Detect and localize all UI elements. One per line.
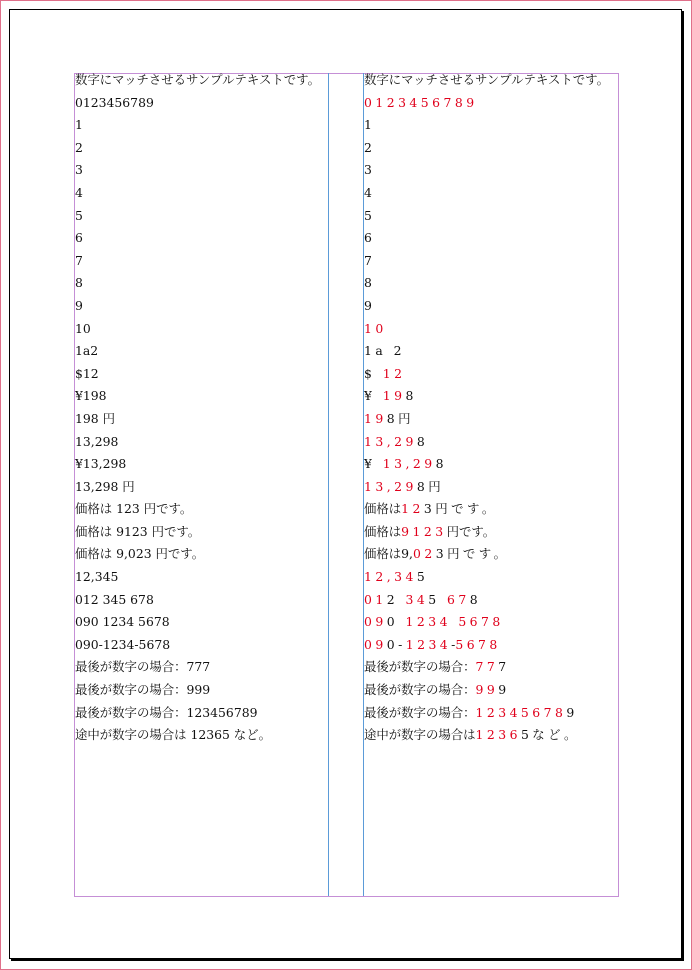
left-line: 10	[75, 320, 91, 336]
right-line	[364, 412, 609, 435]
plain-segment: 5	[428, 591, 447, 607]
right-line	[364, 389, 609, 412]
matched-segment: 19	[364, 410, 387, 426]
right-line	[364, 457, 609, 480]
left-line: 最後が数字の場合：123456789	[75, 704, 258, 720]
matched-segment: 13,29	[364, 478, 417, 494]
right-line	[364, 547, 609, 570]
right-line	[364, 231, 609, 254]
right-line	[364, 118, 609, 141]
plain-segment: 8	[469, 591, 482, 607]
right-line	[364, 638, 609, 661]
left-line: 7	[75, 252, 83, 268]
left-line: 3	[75, 162, 83, 178]
left-line: 6	[75, 230, 83, 246]
right-line	[364, 96, 609, 119]
right-line	[364, 706, 609, 729]
right-line	[364, 163, 609, 186]
right-line	[364, 276, 609, 299]
right-line	[364, 593, 609, 616]
matched-segment: 12	[401, 501, 424, 517]
plain-segment: 8円	[416, 478, 445, 494]
right-line	[364, 480, 609, 503]
right-line	[364, 502, 609, 525]
matched-segment: 9123	[401, 523, 447, 539]
left-line: 価格は 123 円です。	[75, 501, 193, 517]
right-line	[364, 660, 609, 683]
right-line	[364, 209, 609, 232]
plain-segment: 最後が数字の場合：	[364, 682, 476, 698]
right-line	[364, 141, 609, 164]
plain-segment: 1a 2	[364, 343, 405, 359]
matched-segment: 1236	[475, 727, 521, 743]
plain-segment: 価格は	[364, 501, 402, 517]
matched-segment: 01	[364, 591, 387, 607]
right-line	[364, 299, 609, 322]
right-text-column	[364, 73, 609, 751]
matched-segment: 34	[405, 591, 429, 607]
plain-segment: 8	[405, 388, 417, 404]
left-line: 8	[75, 275, 83, 291]
right-line	[364, 367, 609, 390]
plain-segment: 4	[364, 184, 376, 200]
right-line	[364, 344, 609, 367]
left-line: 12,345	[75, 569, 119, 585]
right-line	[364, 728, 609, 751]
plain-segment: 価格は	[364, 523, 402, 539]
left-line: 最後が数字の場合：777	[75, 659, 211, 675]
plain-segment: 価格は9,	[364, 546, 413, 562]
plain-segment: 6	[364, 230, 376, 246]
plain-segment: 7	[364, 252, 376, 268]
left-line: 012 345 678	[75, 591, 154, 607]
left-line: 1a2	[75, 343, 99, 359]
left-line: 途中が数字の場合は 12365 など。	[75, 727, 271, 743]
plain-segment: 3円です。	[423, 501, 498, 517]
left-line: 最後が数字の場合：999	[75, 682, 211, 698]
matched-segment: 12	[382, 365, 406, 381]
plain-segment: $	[364, 365, 383, 381]
plain-segment: ¥	[364, 388, 383, 404]
plain-segment: 9	[566, 704, 578, 720]
right-line	[364, 525, 609, 548]
plain-segment: 1	[364, 117, 376, 133]
plain-segment: 0-	[386, 636, 406, 652]
matched-segment: 13,29	[364, 433, 417, 449]
plain-segment: 2	[386, 591, 406, 607]
matched-segment: 02	[413, 546, 436, 562]
left-line: 090-1234-5678	[75, 636, 171, 652]
plain-segment: 9	[364, 297, 376, 313]
plain-segment: 円です。	[446, 523, 496, 539]
plain-segment: 8	[435, 456, 447, 472]
matched-segment: 10	[364, 320, 387, 336]
left-line: 4	[75, 184, 83, 200]
column-guide-left	[328, 73, 329, 896]
matched-segment: 5678	[455, 636, 501, 652]
matched-segment: 19	[382, 388, 406, 404]
matched-segment: 09	[364, 614, 387, 630]
left-line: 9	[75, 297, 83, 313]
plain-segment: 最後が数字の場合：	[364, 704, 476, 720]
left-line: 0123456789	[75, 94, 154, 110]
matched-segment: 1234	[405, 636, 452, 652]
left-line: 価格は 9,023 円です。	[75, 546, 205, 562]
left-line: 価格は 9123 円です。	[75, 523, 201, 539]
right-line	[364, 322, 609, 345]
plain-segment: 数字にマッチさせるサンプルテキストです。	[364, 72, 609, 87]
matched-segment: 13,29	[382, 456, 436, 472]
plain-segment: 9	[498, 682, 510, 698]
plain-segment: 8	[416, 433, 429, 449]
matched-segment: 1234 5678	[405, 614, 504, 630]
right-line	[364, 570, 609, 593]
plain-segment: 5	[364, 207, 376, 223]
left-line: 13,298	[75, 433, 119, 449]
right-line	[364, 435, 609, 458]
plain-segment: -	[451, 636, 456, 652]
matched-segment: 09	[364, 636, 387, 652]
left-line: ¥198	[75, 388, 107, 404]
matched-segment: 12345678	[475, 704, 567, 720]
plain-segment: 5など。	[520, 727, 580, 743]
right-line	[364, 615, 609, 638]
left-line: 5	[75, 207, 83, 223]
left-line: 13,298 円	[75, 478, 135, 494]
left-text-column	[75, 73, 320, 751]
right-line	[364, 683, 609, 706]
left-line: 数字にマッチさせるサンプルテキストです。	[75, 72, 320, 87]
plain-segment: 5	[416, 569, 429, 585]
matched-segment: 0123456789	[364, 94, 478, 110]
plain-segment: 7	[498, 659, 510, 675]
matched-segment: 12,34	[364, 569, 417, 585]
plain-segment: 0	[386, 614, 406, 630]
matched-segment: 77	[475, 659, 499, 675]
right-line	[364, 186, 609, 209]
right-line	[364, 254, 609, 277]
right-line	[364, 73, 609, 96]
plain-segment: 3円です。	[435, 546, 510, 562]
plain-segment: ¥	[364, 456, 383, 472]
plain-segment: 途中が数字の場合は	[364, 727, 476, 743]
left-line: $12	[75, 365, 99, 381]
matched-segment: 99	[475, 682, 499, 698]
left-line: 2	[75, 139, 83, 155]
plain-segment: 8	[364, 275, 376, 291]
plain-segment: 最後が数字の場合：	[364, 659, 476, 675]
plain-segment: 8円	[386, 410, 414, 426]
left-line: 090 1234 5678	[75, 614, 170, 630]
plain-segment: 2	[364, 139, 376, 155]
plain-segment: 3	[364, 162, 376, 178]
left-line: 1	[75, 117, 83, 133]
left-line: ¥13,298	[75, 456, 127, 472]
matched-segment: 67	[447, 591, 470, 607]
left-line: 198 円	[75, 410, 115, 426]
